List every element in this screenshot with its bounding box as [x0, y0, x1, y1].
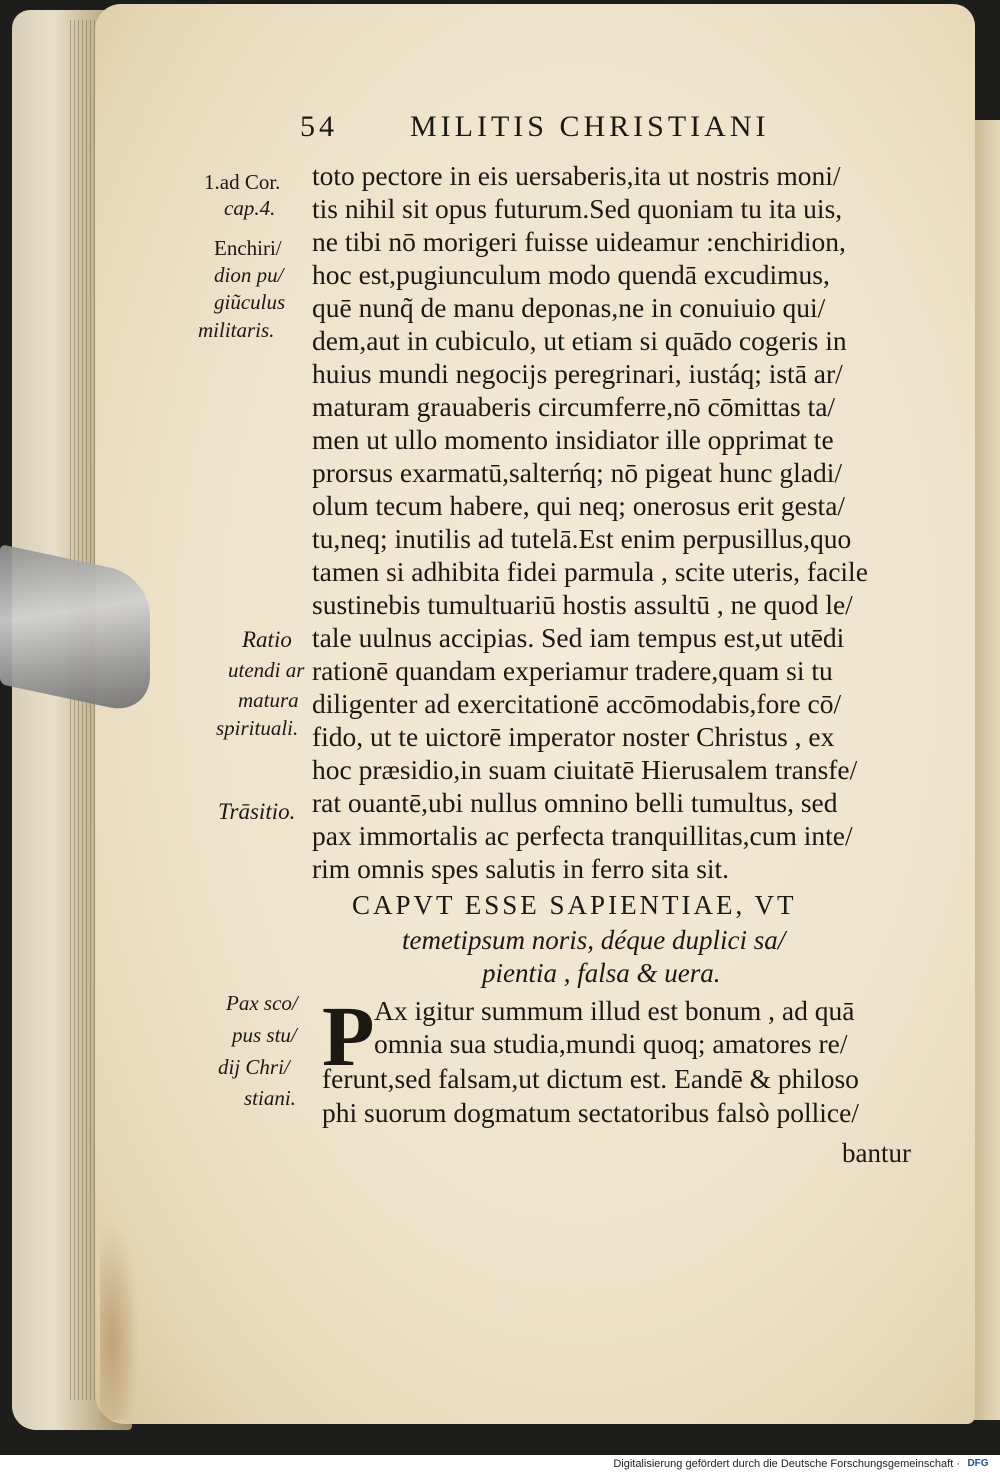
margin-note: dion pu/ [214, 263, 284, 287]
body-line: tamen si adhibita fidei parmula , scite uteris, facile [312, 556, 868, 587]
margin-note: spirituali. [216, 716, 299, 740]
body-line: olum tecum habere, qui neq; onerosus erit gesta/ [312, 490, 846, 521]
body-line: hoc præsidio,in suam ciuitatē Hierusalem transfe/ [312, 754, 858, 785]
body-line: ferunt,sed falsam,ut dictum est. Eandē & philoso [322, 1063, 859, 1094]
body-line: omnia sua studia,mundi quoq; amatores re/ [374, 1028, 848, 1059]
body-line: hoc est,pugiunculum modo quendā excudimus, [312, 259, 830, 290]
margin-note: 1.ad Cor. [204, 170, 281, 194]
section-heading-line: pientia , falsa & uera. [482, 958, 721, 988]
section-heading: CAPVT ESSE SAPIENTIAE, VT [352, 890, 797, 920]
margin-note: Enchiri/ [214, 236, 282, 260]
margin-note: pus stu/ [232, 1023, 297, 1047]
margin-note: utendi ar [228, 658, 305, 682]
body-line: huius mundi negocijs peregrinari, iustáq; istā ar/ [312, 358, 843, 389]
funding-credit: Digitalisierung gefördert durch die Deutsche Forschungsgemeinschaft · [613, 1458, 960, 1470]
body-line: rationē quandam experiamur tradere,quam si tu [312, 655, 833, 686]
margin-note: giũculus [214, 290, 286, 314]
dfg-logo: DFG [967, 1458, 989, 1469]
margin-note: militaris. [198, 318, 275, 342]
margin-note: stiani. [244, 1086, 296, 1110]
margin-note: dij Chri/ [218, 1055, 290, 1079]
body-line: fido, ut te uictorē imperator noster Christus , ex [312, 721, 835, 752]
body-line: Ax igitur summum illud est bonum , ad quā [374, 995, 855, 1026]
body-line: rat ouantē,ubi nullus omnino belli tumultus, sed [312, 787, 838, 818]
body-line: tis nihil sit opus futurum.Sed quoniam tu ita uis, [312, 193, 843, 224]
margin-note: Trāsitio. [218, 799, 296, 824]
body-line: phi suorum dogmatum sectatoribus falsò pollice/ [322, 1097, 859, 1128]
body-line: tale uulnus accipias. Sed iam tempus est,ut utēdi [312, 622, 845, 653]
body-line: dem,aut in cubiculo, ut etiam si quādo cogeris in [312, 325, 847, 356]
body-line: tu,neq; inutilis ad tutelā.Est enim perpusillus,quo [312, 523, 852, 554]
body-line: maturam grauaberis circumferre,nō cōmittas ta/ [312, 391, 836, 422]
page-number: 54 [300, 110, 338, 143]
body-line: prorsus exarmatū,salterńq; nō pigeat hunc gladi/ [312, 457, 842, 488]
catchword: bantur [842, 1138, 911, 1168]
drop-cap: P [322, 988, 375, 1084]
body-line: men ut ullo momento insidiator ille opprimat te [312, 424, 834, 455]
running-header [300, 110, 860, 152]
paper-stain [100, 1220, 140, 1420]
body-line: ne tibi nō morigeri fuisse uideamur :enchiridion, [312, 226, 846, 257]
section-heading-line: temetipsum noris, déque duplici sa/ [402, 925, 786, 955]
margin-note: matura [238, 688, 299, 712]
body-line: quē nunq̃ de manu deponas,ne in conuiuio qui/ [312, 292, 826, 323]
body-line: pax immortalis ac perfecta tranquillitas,cum inte/ [312, 820, 853, 851]
body-line: sustinebis tumultuariū hostis assultū , ne quod le/ [312, 589, 853, 620]
margin-note: cap.4. [224, 196, 276, 220]
footer-bar [0, 1455, 1000, 1475]
body-line: toto pectore in eis uersaberis,ita ut nostris moni/ [312, 160, 841, 191]
margin-note: Ratio [242, 627, 292, 652]
running-title: MILITIS CHRISTIANI [410, 110, 770, 143]
body-line: diligenter ad exercitationē accōmodabis,fore cō/ [312, 688, 842, 719]
body-line: rim omnis spes salutis in ferro sita sit. [312, 853, 730, 884]
margin-note: Pax sco/ [226, 991, 298, 1015]
